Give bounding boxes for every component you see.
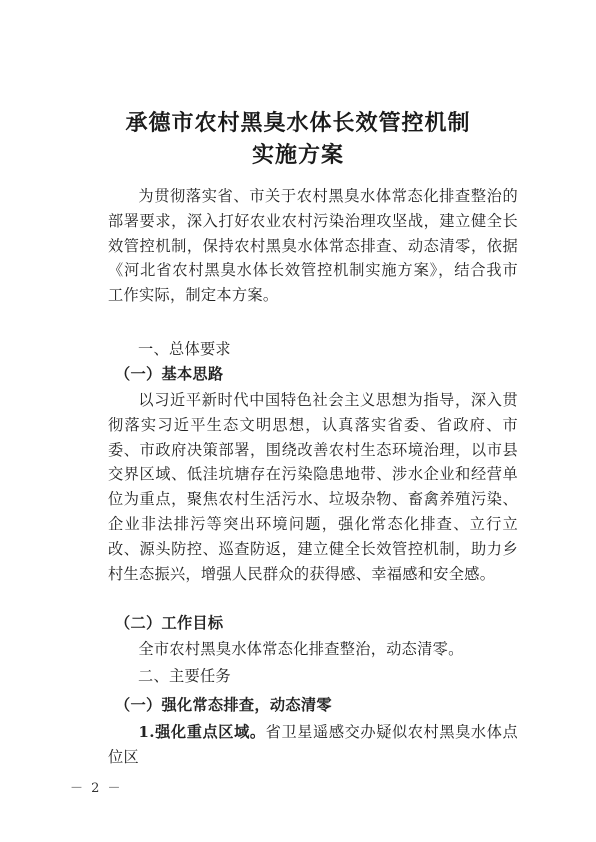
strengthen-heading: （一）强化常态排查，动态清零 [115,696,332,714]
task-1-paragraph [108,720,518,770]
task-1-text: 省卫星遥感交办疑似农村黑臭水体点位区 [108,723,518,766]
page-number: － 2 － [70,781,123,796]
document-title-line-1: 承德市农村黑臭水体长效管控机制 [125,110,471,136]
section-overall-heading: 一、总体要求 [138,340,231,358]
section-tasks-heading: 二、主要任务 [138,667,231,685]
basic-ideas-heading: （一）基本思路 [115,365,224,383]
basic-ideas-paragraph: 以习近平新时代中国特色社会主义思想为指导，深入贯彻落实习近平生态文明思想，认真落实省委、省政府、市委、市政府决策部署，围绕改善农村生态环境治理，以市县交界区域、低洼坑塘存在污染隐患地带、涉水企业和经营单位为重点，聚焦农村生活污水、垃圾杂物、畜禽养殖污染、企业非法排污等突出环境问题，强化常态化排查、立行立改、源头防控、巡查防返，建立健全长效管控机制，助力乡村生态振兴，增强人民群众的获得感、幸福感和安全感。 [108,391,518,583]
work-goal-heading: （二）工作目标 [115,614,224,632]
intro-paragraph: 为贯彻落实省、市关于农村黑臭水体常态化排查整治的部署要求，深入打好农业农村污染治理攻坚战，建立健全长效管控机制，保持农村黑臭水体常态排查、动态清零，依据《河北省农村黑臭水体长效管控机制实施方案》，结合我市工作实际，制定本方案。 [108,187,518,305]
work-goal-paragraph: 全市农村黑臭水体常态化排查整治，动态清零。 [138,640,464,658]
document-title-line-2: 实施方案 [251,142,344,168]
task-1-label: 1.强化重点区域。 [138,723,266,741]
